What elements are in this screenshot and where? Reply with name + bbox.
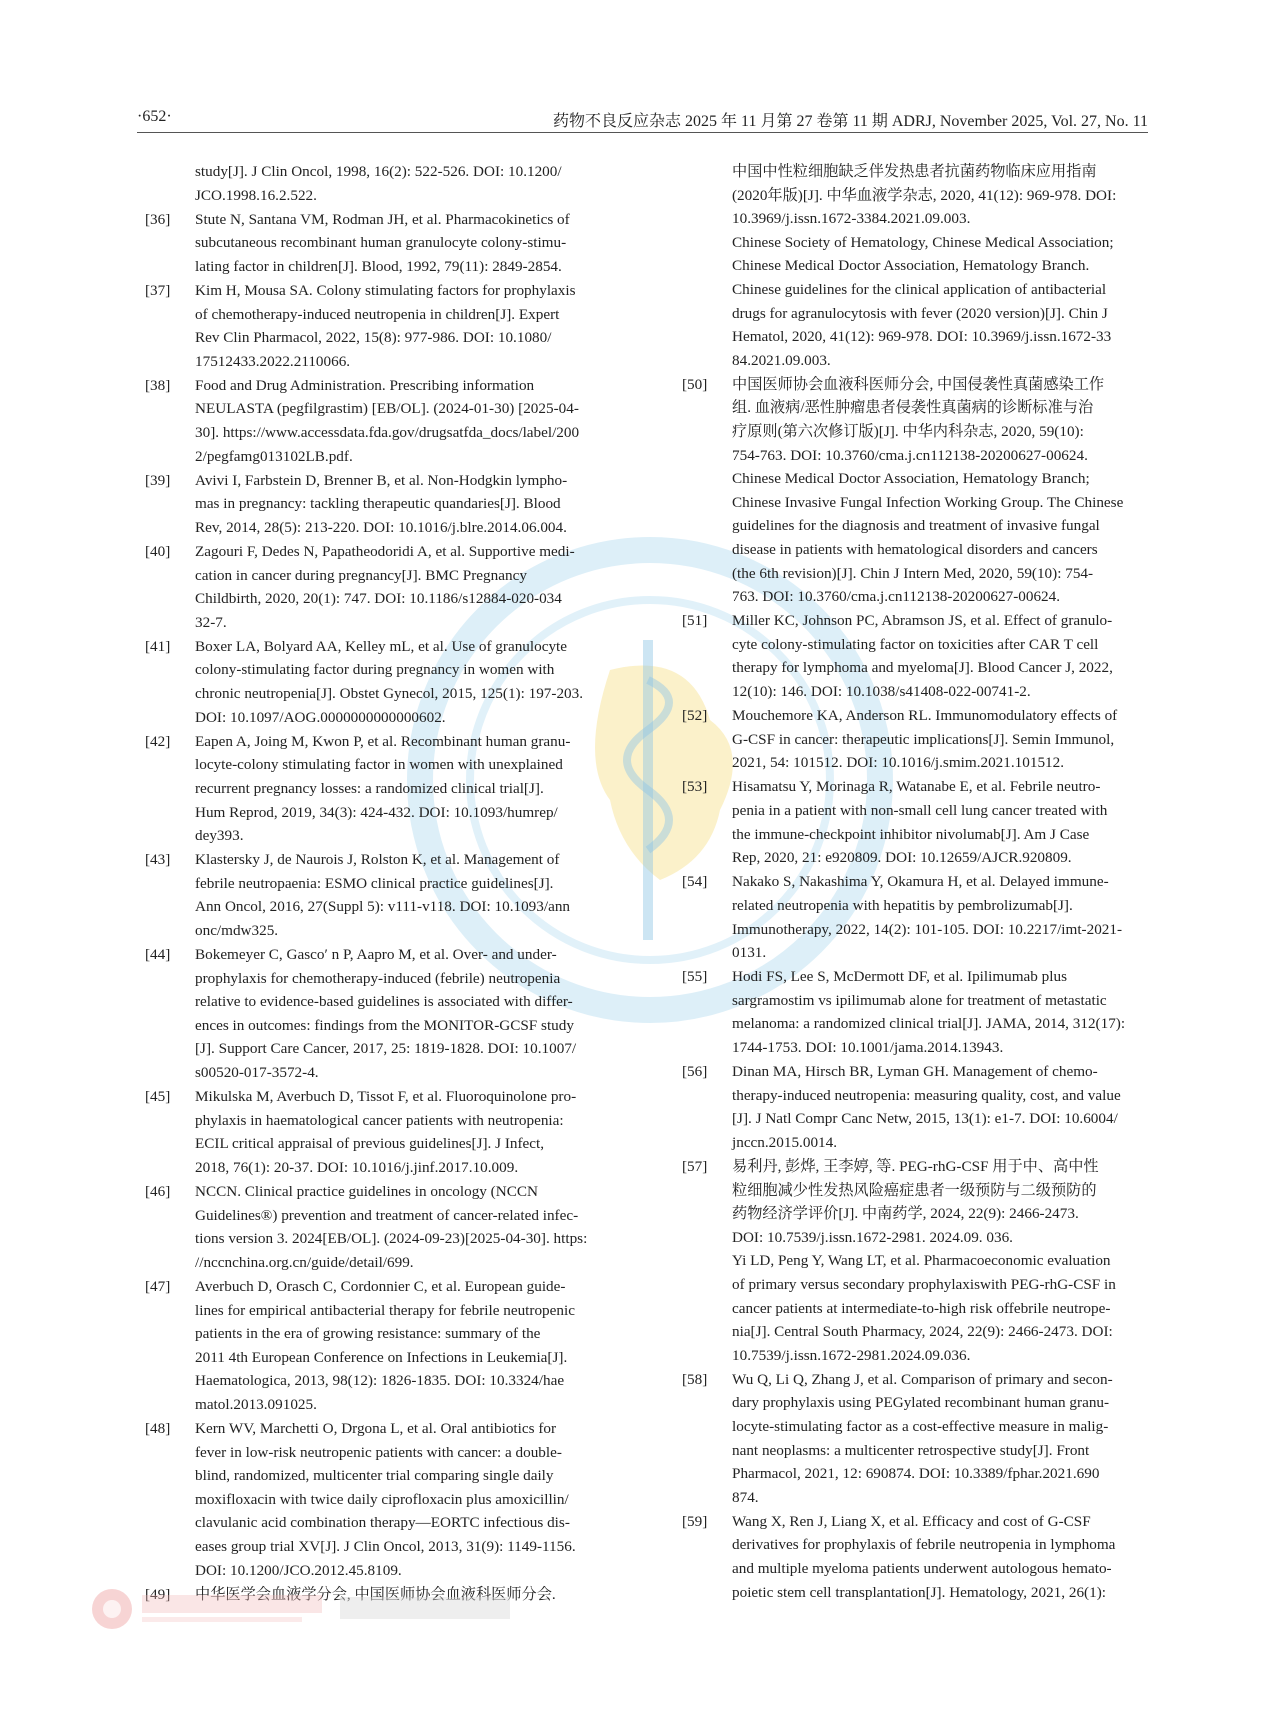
left-reference-column: [145, 160, 613, 1607]
journal-info: 药物不良反应杂志 2025 年 11 月第 27 卷第 11 期 ADRJ, November 2025, Vol. 27, No. 11: [553, 113, 1148, 130]
reference-item: [145, 540, 613, 634]
reference-item: [682, 704, 1147, 775]
reference-line: colony-stimulating factor during pregnancy in women with: [195, 661, 555, 679]
reference-line: prophylaxis for chemotherapy-induced (febrile) neutropenia: [195, 969, 561, 987]
reference-number: [49]: [145, 1585, 171, 1603]
reference-line: Pharmacol, 2021, 12: 690874. DOI: 10.3389/fphar.2021.690: [732, 1465, 1100, 1483]
reference-line: 中国医师协会血液科医师分会, 中国侵袭性真菌感染工作: [732, 375, 1105, 393]
reference-number: [50]: [682, 375, 708, 393]
reference-item: [145, 160, 613, 207]
reference-line: 1744-1753. DOI: 10.1001/jama.2014.13943.: [732, 1038, 1004, 1056]
reference-line: 中国中性粒细胞缺乏伴发热患者抗菌药物临床应用指南: [732, 163, 1097, 180]
reference-number: [46]: [145, 1183, 171, 1201]
reference-line: 874.: [732, 1488, 759, 1506]
reference-number: [40]: [145, 543, 171, 560]
reference-line: 763. DOI: 10.3760/cma.j.cn112138-20200627-00624.: [732, 588, 1061, 606]
reference-number: [38]: [145, 376, 171, 394]
reference-line: 30]. https://www.accessdata.fda.gov/drugsatfda_docs/label/200: [195, 424, 580, 442]
reference-line: G-CSF in cancer: therapeutic implications[J]. Semin Immunol,: [732, 730, 1115, 748]
reference-number: [55]: [682, 968, 708, 986]
reference-line: nant neoplasms: a multicenter retrospective study[J]. Front: [732, 1441, 1090, 1459]
reference-line: dary prophylaxis using PEGylated recombinant human granu-: [732, 1394, 1110, 1412]
reference-line: [J]. J Natl Compr Canc Netw, 2015, 13(1): e1-7. DOI: 10.6004/: [732, 1110, 1118, 1128]
reference-line: Kim H, Mousa SA. Colony stimulating factors for prophylaxis: [195, 281, 576, 299]
reference-line: 84.2021.09.003.: [732, 351, 831, 369]
reference-line: ences in outcomes: findings from the MONITOR-GCSF study: [195, 1016, 574, 1034]
reference-item: [145, 1180, 613, 1274]
reference-line: 2011 4th European Conference on Infections in Leukemia[J].: [195, 1348, 568, 1366]
reference-line: dey393.: [195, 827, 244, 845]
reference-line: Bokemeyer C, Gasco′ n P, Aapro M, et al. Over- and under-: [195, 946, 557, 964]
reference-item: [682, 870, 1147, 964]
reference-number: [39]: [145, 471, 171, 489]
reference-line: Ann Oncol, 2016, 27(Suppl 5): v111-v118. DOI: 10.1093/ann: [195, 898, 571, 916]
reference-line: patients in the era of growing resistance: summary of the: [195, 1325, 541, 1343]
reference-number: [54]: [682, 873, 708, 891]
reference-item: [145, 279, 613, 373]
reference-line: disease in patients with hematological disorders and cancers: [732, 541, 1098, 558]
reference-line: 2018, 76(1): 20-37. DOI: 10.1016/j.jinf.2017.10.009.: [195, 1158, 519, 1176]
reference-line: Wu Q, Li Q, Zhang J, et al. Comparison of primary and secon-: [732, 1370, 1113, 1388]
reference-item: [682, 160, 1147, 372]
reference-number: [36]: [145, 210, 171, 228]
reference-line: Hodi FS, Lee S, McDermott DF, et al. Ipilimumab plus: [732, 968, 1067, 986]
reference-line: Chinese guidelines for the clinical application of antibacterial: [732, 280, 1107, 298]
reference-number: [51]: [682, 612, 708, 630]
reference-line: 易利丹, 彭烨, 王李婷, 等. PEG-rhG-CSF 用于中、高中性: [732, 1157, 1099, 1175]
reference-line: of chemotherapy-induced neutropenia in children[J]. Expert: [195, 305, 560, 323]
reference-item: [682, 1368, 1147, 1510]
reference-item: [145, 1085, 613, 1179]
reference-line: 10.3969/j.issn.1672-3384.2021.09.003.: [732, 210, 971, 228]
reference-line: Wang X, Ren J, Liang X, et al. Efficacy and cost of G-CSF: [732, 1512, 1091, 1530]
reference-line: Miller KC, Johnson PC, Abramson JS, et al. Effect of granulo-: [732, 612, 1113, 630]
reference-number: [43]: [145, 851, 171, 869]
reference-line: relative to evidence-based guidelines is associated with differ-: [195, 993, 573, 1011]
reference-line: Averbuch D, Orasch C, Cordonnier C, et al. European guide-: [195, 1277, 566, 1295]
reference-line: matol.2013.091025.: [195, 1395, 317, 1413]
reference-line: poietic stem cell transplantation[J]. Hematology, 2021, 26(1):: [732, 1583, 1106, 1601]
reference-line: Food and Drug Administration. Prescribing information: [195, 376, 535, 394]
publisher-watermark-logo: [90, 1585, 610, 1633]
reference-line: 中华医学会血液学分会, 中国医师协会血液科医师分会.: [195, 1585, 556, 1603]
reference-line: febrile neutropaenia: ESMO clinical practice guidelines[J].: [195, 874, 554, 892]
reference-line: jnccn.2015.0014.: [732, 1133, 838, 1151]
reference-item: [682, 1060, 1147, 1154]
reference-number: [57]: [682, 1157, 708, 1175]
reference-line: locyte-colony stimulating factor in women with unexplained: [195, 756, 563, 774]
reference-line: DOI: 10.1097/AOG.0000000000000602.: [195, 708, 446, 726]
reference-number: [48]: [145, 1419, 171, 1437]
reference-line: Klastersky J, de Naurois J, Rolston K, et al. Management of: [195, 851, 560, 869]
reference-item: [682, 775, 1147, 869]
reference-line: therapy-induced neutropenia: measuring quality, cost, and value: [732, 1086, 1121, 1104]
reference-line: cation in cancer during pregnancy[J]. BMC Pregnancy: [195, 566, 527, 584]
reference-line: Stute N, Santana VM, Rodman JH, et al. Pharmacokinetics of: [195, 210, 570, 228]
reference-line: Rev Clin Pharmacol, 2022, 15(8): 977-986. DOI: 10.1080/: [195, 329, 552, 347]
reference-line: 17512433.2022.2110066.: [195, 352, 351, 370]
reference-line: Hematol, 2020, 41(12): 969-978. DOI: 10.3969/j.issn.1672-33: [732, 328, 1112, 346]
reference-line: clavulanic acid combination therapy—EORTC infectious dis-: [195, 1514, 570, 1532]
reference-number: [52]: [682, 707, 708, 725]
reference-line: Yi LD, Peng Y, Wang LT, et al. Pharmacoeconomic evaluation: [732, 1252, 1111, 1270]
reference-line: Chinese Medical Doctor Association, Hematology Branch.: [732, 257, 1090, 275]
reference-item: [145, 208, 613, 279]
reference-line: NEULASTA (pegfilgrastim) [EB/OL]. (2024-01-30) [2025-04-: [195, 400, 579, 418]
reference-line: 10.7539/j.issn.1672-2981.2024.09.036.: [732, 1346, 971, 1364]
reference-number: [45]: [145, 1088, 171, 1106]
reference-line: 粒细胞减少性发热风险癌症患者一级预防与二级预防的: [732, 1181, 1097, 1199]
reference-line: the immune-checkpoint inhibitor nivolumab[J]. Am J Case: [732, 825, 1090, 843]
reference-line: chronic neutropenia[J]. Obstet Gynecol, 2015, 125(1): 197-203.: [195, 685, 584, 703]
reference-line: (2020年版)[J]. 中华血液学杂志, 2020, 41(12): 969-978. DOI:: [732, 186, 1117, 204]
reference-line: Mouchemore KA, Anderson RL. Immunomodulatory effects of: [732, 707, 1118, 725]
reference-line: 32-7.: [195, 613, 227, 631]
reference-item: [682, 965, 1147, 1059]
reference-line: onc/mdw325.: [195, 922, 279, 939]
reference-line: 2/pegfamg013102LB.pdf.: [195, 447, 353, 465]
reference-number: [37]: [145, 281, 171, 299]
reference-line: Dinan MA, Hirsch BR, Lyman GH. Management of chemo-: [732, 1063, 1098, 1081]
reference-number: [47]: [145, 1277, 171, 1295]
reference-line: Chinese Invasive Fungal Infection Working Group. The Chinese: [732, 493, 1124, 511]
reference-line: s00520-017-3572-4.: [195, 1064, 319, 1082]
reference-line: JCO.1998.16.2.522.: [195, 186, 317, 204]
reference-line: NCCN. Clinical practice guidelines in oncology (NCCN: [195, 1183, 538, 1201]
reference-line: Eapen A, Joing M, Kwon P, et al. Recombinant human granu-: [195, 732, 571, 750]
reference-line: Hisamatsu Y, Morinaga R, Watanabe E, et al. Febrile neutro-: [732, 778, 1101, 796]
page-header: [137, 108, 1148, 133]
reference-line: eases group trial XV[J]. J Clin Oncol, 2013, 31(9): 1149-1156.: [195, 1537, 576, 1555]
reference-line: Guidelines®) prevention and treatment of cancer-related infec-: [195, 1206, 579, 1224]
reference-line: therapy for lymphoma and myeloma[J]. Blood Cancer J, 2022,: [732, 659, 1113, 677]
reference-line: melanoma: a randomized clinical trial[J]. JAMA, 2014, 312(17):: [732, 1015, 1126, 1033]
reference-line: nia[J]. Central South Pharmacy, 2024, 22(9): 2466-2473. DOI:: [732, 1323, 1113, 1341]
reference-item: [682, 1155, 1147, 1367]
reference-number: [53]: [682, 778, 708, 796]
reference-line: locyte-stimulating factor as a cost-effective measure in malig-: [732, 1417, 1109, 1435]
reference-line: (the 6th revision)[J]. Chin J Intern Med, 2020, 59(10): 754-: [732, 564, 1094, 582]
reference-item: [145, 730, 613, 848]
reference-line: DOI: 10.7539/j.issn.1672-2981. 2024.09. 036.: [732, 1228, 1013, 1246]
reference-item: [682, 609, 1147, 703]
reference-line: moxifloxacin with twice daily ciprofloxacin plus amoxicillin/: [195, 1490, 569, 1508]
reference-line: subcutaneous recombinant human granulocyte colony-stimu-: [195, 234, 567, 252]
reference-line: lating factor in children[J]. Blood, 1992, 79(11): 2849-2854.: [195, 257, 562, 275]
reference-number: [58]: [682, 1370, 708, 1388]
reference-line: Chinese Society of Hematology, Chinese Medical Association;: [732, 233, 1114, 251]
reference-line: of primary versus secondary prophylaxiswith PEG-rhG-CSF in: [732, 1275, 1116, 1293]
reference-item: [682, 1510, 1147, 1604]
reference-line: and multiple myeloma patients underwent autologous hemato-: [732, 1560, 1112, 1578]
reference-line: sargramostim vs ipilimumab alone for treatment of metastatic: [732, 991, 1107, 1009]
reference-line: Zagouri F, Dedes N, Papatheodoridi A, et al. Supportive medi-: [195, 543, 575, 560]
reference-line: 0131.: [732, 944, 767, 962]
reference-line: fever in low-risk neutropenic patients with cancer: a double-: [195, 1443, 562, 1461]
reference-number: [44]: [145, 946, 171, 964]
reference-line: phylaxis in haematological cancer patients with neutropenia:: [195, 1111, 564, 1129]
reference-line: tions version 3. 2024[EB/OL]. (2024-09-23)[2025-04-30]. https:: [195, 1230, 588, 1248]
reference-line: Childbirth, 2020, 20(1): 747. DOI: 10.1186/s12884-020-034: [195, 590, 562, 608]
reference-line: guidelines for the diagnosis and treatment of invasive fungal: [732, 517, 1100, 535]
reference-line: study[J]. J Clin Oncol, 1998, 16(2): 522-526. DOI: 10.1200/: [195, 163, 562, 180]
reference-line: lines for empirical antibacterial therapy for febrile neutropenic: [195, 1301, 575, 1319]
reference-item: [145, 1417, 613, 1582]
reference-item: [145, 1275, 613, 1417]
reference-line: penia in a patient with non-small cell lung cancer treated with: [732, 802, 1108, 820]
reference-line: Nakako S, Nakashima Y, Okamura H, et al. Delayed immune-: [732, 873, 1109, 891]
reference-line: Avivi I, Farbstein D, Brenner B, et al. Non-Hodgkin lympho-: [195, 471, 568, 489]
reference-line: 疗原则(第六次修订版)[J]. 中华内科杂志, 2020, 59(10):: [732, 423, 1084, 441]
reference-item: [145, 848, 613, 942]
reference-line: Haematologica, 2013, 98(12): 1826-1835. DOI: 10.3324/hae: [195, 1372, 565, 1390]
reference-number: [41]: [145, 637, 171, 655]
reference-line: Chinese Medical Doctor Association, Hematology Branch;: [732, 470, 1090, 488]
reference-line: 组. 血液病/恶性肿瘤患者侵袭性真菌病的诊断标准与治: [732, 399, 1094, 417]
reference-line: 2021, 54: 101512. DOI: 10.1016/j.smim.2021.101512.: [732, 754, 1065, 772]
reference-line: mas in pregnancy: tackling therapeutic quandaries[J]. Blood: [195, 495, 561, 513]
reference-line: [J]. Support Care Cancer, 2017, 25: 1819-1828. DOI: 10.1007/: [195, 1040, 577, 1058]
reference-line: Mikulska M, Averbuch D, Tissot F, et al. Fluoroquinolone pro-: [195, 1088, 577, 1106]
reference-number: [42]: [145, 732, 171, 750]
reference-line: derivatives for prophylaxis of febrile neutropenia in lymphoma: [732, 1536, 1116, 1554]
reference-line: cyte colony-stimulating factor on toxicities after CAR T cell: [732, 635, 1099, 653]
reference-line: Immunotherapy, 2022, 14(2): 101-105. DOI: 10.2217/imt-2021-: [732, 920, 1123, 938]
reference-number: [59]: [682, 1512, 708, 1530]
reference-line: blind, randomized, multicenter trial comparing single daily: [195, 1467, 554, 1485]
reference-line: drugs for agranulocytosis with fever (2020 version)[J]. Chin J: [732, 304, 1108, 322]
reference-line: 药物经济学评价[J]. 中南药学, 2024, 22(9): 2466-2473.: [732, 1205, 1079, 1223]
reference-item: [145, 469, 613, 540]
reference-line: ECIL critical appraisal of previous guidelines[J]. J Infect,: [195, 1135, 545, 1153]
reference-item: [682, 373, 1147, 609]
reference-line: //nccnchina.org.cn/guide/detail/699.: [195, 1253, 414, 1271]
reference-line: Rep, 2020, 21: e920809. DOI: 10.12659/AJCR.920809.: [732, 849, 1072, 867]
reference-line: Boxer LA, Bolyard AA, Kelley mL, et al. Use of granulocyte: [195, 637, 567, 655]
reference-line: recurrent pregnancy losses: a randomized clinical trial[J].: [195, 779, 544, 797]
reference-line: Kern WV, Marchetti O, Drgona L, et al. Oral antibiotics for: [195, 1419, 557, 1437]
reference-item: [145, 635, 613, 729]
page-number: ·652·: [137, 108, 172, 125]
right-reference-column: [682, 160, 1147, 1605]
reference-line: 12(10): 146. DOI: 10.1038/s41408-022-00741-2.: [732, 683, 1031, 701]
reference-line: Rev, 2014, 28(5): 213-220. DOI: 10.1016/j.blre.2014.06.004.: [195, 518, 567, 536]
reference-item: [145, 374, 613, 468]
reference-line: related neutropenia with hepatitis by pembrolizumab[J].: [732, 896, 1073, 914]
reference-number: [56]: [682, 1063, 708, 1081]
reference-line: 754-763. DOI: 10.3760/cma.j.cn112138-20200627-00624.: [732, 446, 1088, 464]
reference-line: cancer patients at intermediate-to-high risk offebrile neutrope-: [732, 1299, 1111, 1317]
reference-line: Hum Reprod, 2019, 34(3): 424-432. DOI: 10.1093/humrep/: [195, 803, 558, 821]
reference-item: [145, 943, 613, 1085]
reference-line: DOI: 10.1200/JCO.2012.45.8109.: [195, 1561, 402, 1579]
